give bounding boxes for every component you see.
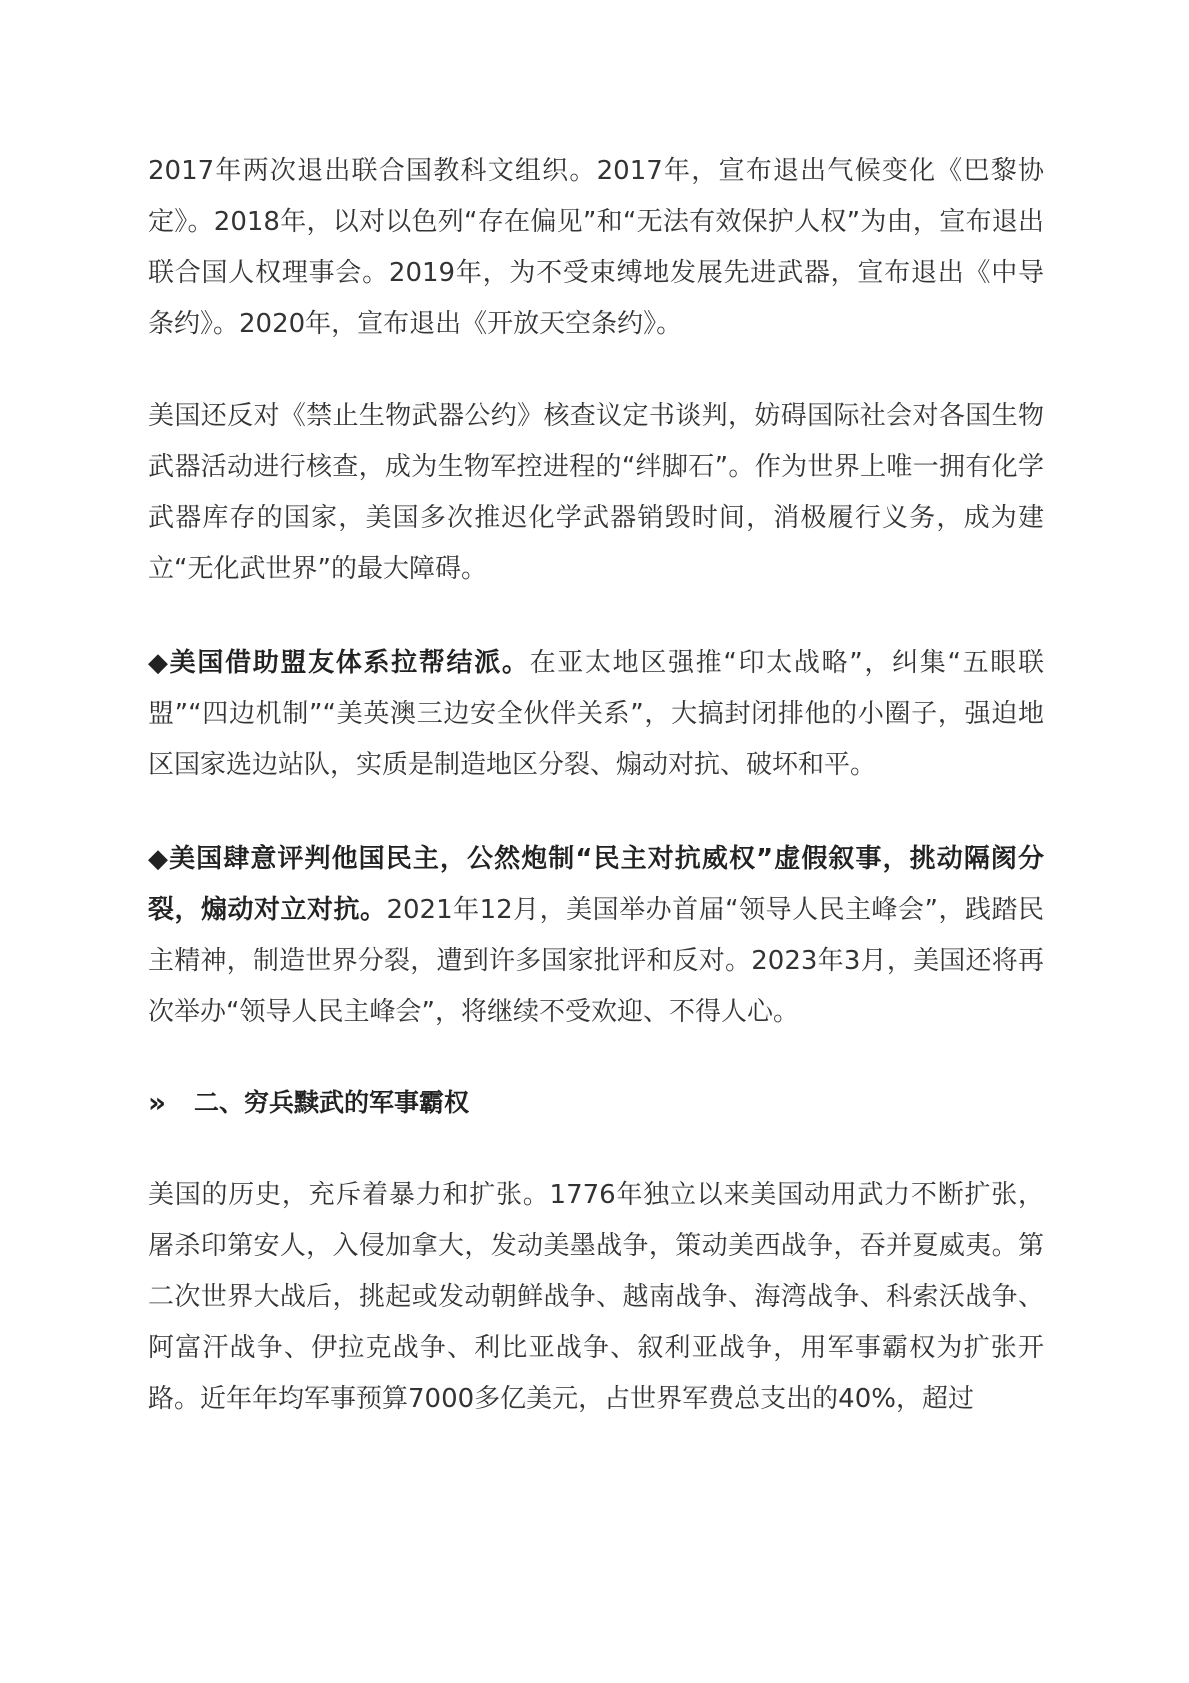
paragraph-bio-chem-weapons: 美国还反对《禁止生物武器公约》核查议定书谈判，妨碍国际社会对各国生物武器活动进行核查，成为生物军控进程的“绊脚石”。作为世界上唯一拥有化学武器库存的国家，美国多次推迟化学武器销毁时间，消极履行义务，成为建立“无化武世界”的最大障碍。	[148, 401, 1044, 584]
double-chevron-icon: »	[148, 1086, 167, 1119]
paragraph-treaty-withdrawals: 2017年两次退出联合国教科文组织。2017年，宣布退出气候变化《巴黎协定》。2018年，以对以色列“存在偏见”和“无法有效保护人权”为由，宣布退出联合国人权理事会。2019年，为不受束缚地发展先进武器，宣布退出《中导条约》。2020年，宣布退出《开放天空条约》。	[148, 156, 1044, 339]
paragraph-democracy-lead: ◆美国肆意评判他国民主，公然炮制“民主对抗威权”虚假叙事，挑动隔阂分裂，煽动对立对抗。	[148, 844, 1044, 925]
section-heading	[148, 1083, 1044, 1123]
section-title: 二、穷兵黩武的军事霸权	[194, 1088, 470, 1117]
paragraph-military-history: 美国的历史，充斥着暴力和扩张。1776年独立以来美国动用武力不断扩张，屠杀印第安人，入侵加拿大，发动美墨战争，策动美西战争，吞并夏威夷。第二次世界大战后，挑起或发动朝鲜战争、越南战争、海湾战争、科索沃战争、阿富汗战争、伊拉克战争、利比亚战争、叙利亚战争，用军事霸权为扩张开路。近年年均军事预算7000多亿美元，占世界军费总支出的40%，超过	[148, 1180, 1044, 1414]
paragraph-alliances	[148, 638, 1044, 791]
paragraph-alliances-body: 在亚太地区强推“印太战略”，纠集“五眼联盟”“四边机制”“美英澳三边安全伙伴关系”，大搞封闭排他的小圈子，强迫地区国家选边站队，实质是制造地区分裂、煽动对抗、破坏和平。	[148, 648, 1044, 780]
paragraph-alliances-lead: ◆美国借助盟友体系拉帮结派。	[148, 648, 530, 678]
paragraph-democracy-body: 2021年12月，美国举办首届“领导人民主峰会”，践踏民主精神，制造世界分裂，遭到许多国家批评和反对。2023年3月，美国还将再次举办“领导人民主峰会”，将继续不受欢迎、不得人心。	[148, 895, 1044, 1027]
document-body	[148, 146, 1044, 1425]
paragraph-democracy-narrative	[148, 834, 1044, 1038]
